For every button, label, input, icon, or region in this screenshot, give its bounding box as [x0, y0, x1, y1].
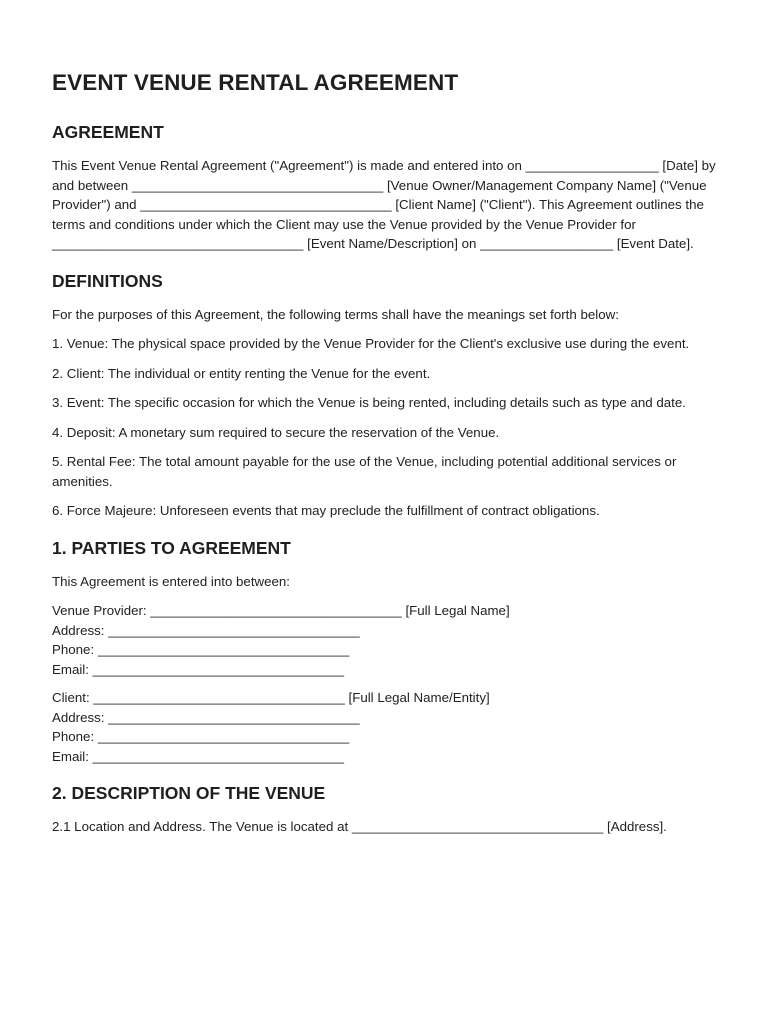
agreement-body: This Event Venue Rental Agreement ("Agreement") is made and entered into on __________________ [Date] by and between __________________________________ [Venue Owner/Management Company Name] ("Venue Provider") and __________________________________ [Client Name] ("Client"). This Agreement outlines the terms and conditions under which the Client may use the Venue provided by the Venue Provider for __________________________________ [Event Name/Description] on __________________ [Event Date].	[52, 158, 716, 251]
venue-provider-email-line: Email: __________________________________	[52, 661, 345, 677]
venue-provider-phone-line: Phone: __________________________________	[52, 642, 350, 657]
venue-provider-block	[52, 601, 718, 679]
document-title: EVENT VENUE RENTAL AGREEMENT	[52, 70, 459, 95]
venue-description-heading: 2. DESCRIPTION OF THE VENUE	[52, 783, 326, 803]
client-phone-line: Phone: __________________________________	[52, 729, 350, 744]
venue-description-section	[52, 783, 718, 837]
client-name-line: Client: __________________________________ [Full Legal Name/Entity]	[52, 690, 490, 705]
definition-item: 5. Rental Fee: The total amount payable for the use of the Venue, including potential additional services or amenities.	[52, 454, 677, 489]
definitions-heading: DEFINITIONS	[52, 270, 163, 291]
definitions-intro: For the purposes of this Agreement, the following terms shall have the meanings set forth below:	[52, 306, 619, 322]
client-email-line: Email: __________________________________	[52, 748, 345, 764]
definition-item: 2. Client: The individual or entity renting the Venue for the event.	[52, 365, 431, 381]
venue-provider-address-line: Address: __________________________________	[52, 622, 360, 638]
agreement-heading: AGREEMENT	[52, 122, 164, 142]
definitions-section	[52, 271, 718, 521]
parties-heading: 1. PARTIES TO AGREEMENT	[52, 537, 291, 558]
definition-item: 3. Event: The specific occasion for which the Venue is being rented, including details such as type and date.	[52, 395, 686, 410]
venue-provider-name-line: Venue Provider: __________________________________ [Full Legal Name]	[52, 603, 510, 618]
agreement-section	[52, 122, 718, 254]
parties-section	[52, 538, 718, 767]
definition-item: 1. Venue: The physical space provided by the Venue Provider for the Client's exclusive use during the event.	[52, 336, 690, 351]
parties-intro: This Agreement is entered into between:	[52, 573, 291, 589]
client-block	[52, 688, 718, 766]
client-address-line: Address: __________________________________	[52, 709, 360, 725]
definition-item: 6. Force Majeure: Unforeseen events that may preclude the fulfillment of contract obligations.	[52, 503, 600, 518]
venue-location-text: 2.1 Location and Address. The Venue is located at __________________________________ [Address].	[52, 819, 667, 834]
definition-item: 4. Deposit: A monetary sum required to secure the reservation of the Venue.	[52, 424, 500, 440]
